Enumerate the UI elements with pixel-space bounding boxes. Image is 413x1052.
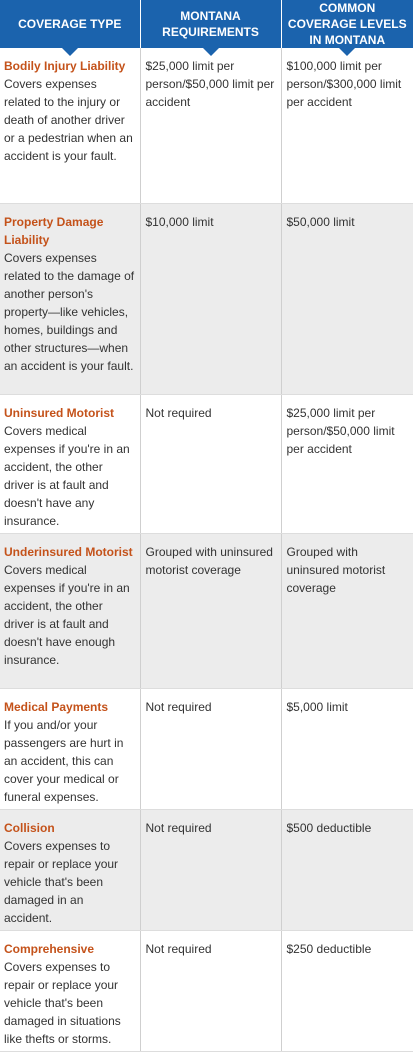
common-level-cell: Grouped with uninsured motorist coverage [281,533,413,688]
common-level-cell: $25,000 limit per person/$50,000 limit per accident [281,394,413,533]
requirement-cell: Not required [140,688,281,809]
coverage-description: If you and/or your passengers are hurt in an accident, this can cover your medical or funeral expenses. [4,717,124,804]
table-row [0,533,413,688]
common-level-cell: $50,000 limit [281,203,413,394]
coverage-type-cell [0,48,140,203]
header-label: MONTANA REQUIREMENTS [162,9,259,39]
coverage-title: Uninsured Motorist [4,405,114,420]
coverage-description: Covers expenses related to the injury or death of another driver or a pedestrian when an accident is your fault. [4,77,133,163]
header-pointer-arrow [62,48,78,56]
table-row [0,394,413,533]
header-montana-requirements [140,0,281,48]
header-label: COVERAGE TYPE [18,17,122,31]
table-row [0,203,413,394]
table-row [0,48,413,203]
table-header [0,0,413,48]
coverage-type-cell [0,394,140,533]
common-level-cell: $500 deductible [281,809,413,930]
coverage-description: Covers expenses to repair or replace your vehicle that's been damaged in situations like thefts or storms. [4,959,121,1046]
requirement-cell: Not required [140,930,281,1051]
coverage-description: Covers medical expenses if you're in an accident, the other driver is at fault and doesn't have enough insurance. [4,562,130,667]
coverage-title: Underinsured Motorist [4,544,133,559]
coverage-type-cell [0,533,140,688]
coverage-title: Medical Payments [4,699,109,714]
header-row [0,0,413,48]
coverage-title: Bodily Injury Liability [4,59,126,73]
header-coverage-type [0,0,140,48]
coverage-description: Covers expenses to repair or replace your vehicle that's been damaged in an accident. [4,838,119,925]
header-pointer-arrow [203,48,219,56]
coverage-title: Property Damage Liability [4,214,104,247]
common-level-cell: $100,000 limit per person/$300,000 limit per accident [281,48,413,203]
coverage-type-cell [0,203,140,394]
header-common-coverage-levels [281,0,413,48]
coverage-title: Collision [4,820,55,835]
requirement-cell: Not required [140,394,281,533]
coverage-type-cell [0,688,140,809]
common-level-cell: $250 deductible [281,930,413,1051]
coverage-type-cell [0,930,140,1051]
coverage-description: Covers medical expenses if you're in an accident, the other driver is at fault and doesn't have any insurance. [4,423,130,528]
coverage-description: Covers expenses related to the damage of another person's property—like vehicles, homes, buildings and other structures—when an accident is your fault. [4,250,135,373]
table-row [0,688,413,809]
header-label: COMMON COVERAGE LEVELS IN MONTANA [287,1,407,47]
header-pointer-arrow [339,48,355,56]
table-body [0,48,413,1051]
requirement-cell: Grouped with uninsured motorist coverage [140,533,281,688]
requirement-cell: $25,000 limit per person/$50,000 limit per accident [140,48,281,203]
common-level-cell: $5,000 limit [281,688,413,809]
table-row [0,809,413,930]
requirement-cell: Not required [140,809,281,930]
requirement-cell: $10,000 limit [140,203,281,394]
table-row [0,930,413,1051]
coverage-type-cell [0,809,140,930]
coverage-title: Comprehensive [4,941,95,956]
